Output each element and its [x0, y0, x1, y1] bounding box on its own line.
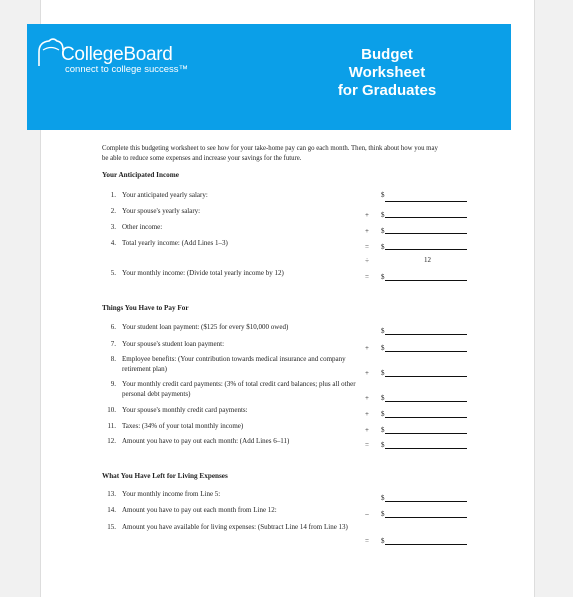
dollar-sign: $ [381, 327, 385, 335]
line-operator: – [365, 510, 369, 518]
brand-tagline: connect to college success™ [65, 64, 189, 75]
line-number: 8. [110, 355, 116, 363]
line-operator: = [365, 441, 369, 449]
section-title-living: What You Have Left for Living Expenses [102, 472, 228, 480]
dollar-sign: $ [381, 410, 385, 418]
section-title-expenses: Things You Have to Pay For [102, 304, 189, 312]
line-operator: = [365, 273, 369, 281]
dollar-sign: $ [381, 369, 385, 377]
amount-field[interactable] [385, 517, 467, 518]
dollar-sign: $ [381, 227, 385, 235]
line-label: Total yearly income: (Add Lines 1–3) [122, 239, 228, 247]
brand-name: CollegeBoard [61, 44, 173, 65]
amount-field[interactable] [385, 501, 467, 502]
line-number: 2. [110, 207, 116, 215]
line-label: Your monthly credit card payments: (3% of total credit card balances; plus all other personal debt payments) [122, 380, 356, 398]
line-label: Your anticipated yearly salary: [122, 191, 208, 199]
line-number: 1. [110, 191, 116, 199]
line-label: Amount you have to pay out each month: (Add Lines 6–11) [122, 437, 290, 445]
line-label: Your spouse's yearly salary: [122, 207, 201, 215]
line-label: Amount you have to pay out each month from Line 12: [122, 506, 277, 514]
intro-text: Complete this budgeting worksheet to see how for your take-home pay can go each month. Then, think about how you may be able to reduce some expenses and increase your savings for the future. [102, 145, 438, 162]
line-label: Other income: [122, 223, 163, 231]
line-number: 10. [107, 406, 116, 414]
line-number: 15. [107, 523, 116, 531]
amount-field[interactable] [385, 417, 467, 418]
section-title-income: Your Anticipated Income [102, 171, 179, 179]
line-operator: + [365, 227, 369, 235]
line-operator: = [365, 537, 369, 545]
line-label: Taxes: (34% of your total monthly income) [122, 422, 244, 430]
line-operator: = [365, 243, 369, 251]
amount-field[interactable] [385, 433, 467, 434]
line-number: 14. [107, 506, 116, 514]
line-label: Your student loan payment: ($125 for every $10,000 owed) [122, 323, 289, 331]
title-line-2: for Graduates [337, 82, 437, 99]
line-number: 5. [110, 269, 116, 277]
dollar-sign: $ [381, 441, 385, 449]
line-number: 7. [110, 340, 116, 348]
amount-field[interactable] [385, 201, 467, 202]
line-operator: + [365, 394, 369, 402]
dollar-sign: $ [381, 537, 385, 545]
amount-field[interactable] [385, 351, 467, 352]
line-label: Your monthly income from Line 5: [122, 490, 221, 498]
page-title [327, 46, 447, 100]
amount-field[interactable] [385, 233, 467, 234]
amount-field[interactable] [385, 376, 467, 377]
dollar-sign: $ [381, 191, 385, 199]
line-operator: + [365, 369, 369, 377]
dollar-sign: $ [381, 344, 385, 352]
dollar-sign: $ [381, 394, 385, 402]
line-label: Your spouse's monthly credit card payments: [122, 406, 248, 414]
dollar-sign: $ [381, 211, 385, 219]
line-operator: + [365, 426, 369, 434]
amount-field[interactable] [385, 334, 467, 335]
line-operator: + [365, 410, 369, 418]
amount-field[interactable] [385, 401, 467, 402]
divide-operator: ÷ [365, 257, 369, 265]
amount-field[interactable] [385, 280, 467, 281]
line-number: 13. [107, 490, 116, 498]
line-label: Amount you have available for living expenses: (Subtract Line 14 from Line 13) [122, 523, 348, 531]
amount-field[interactable] [385, 544, 467, 545]
dollar-sign: $ [381, 510, 385, 518]
line-number: 3. [110, 223, 116, 231]
amount-field[interactable] [385, 249, 467, 250]
dollar-sign: $ [381, 243, 385, 251]
dollar-sign: $ [381, 494, 385, 502]
dollar-sign: $ [381, 426, 385, 434]
line-number: 9. [110, 380, 116, 388]
line-label: Your monthly income: (Divide total yearly income by 12) [122, 269, 284, 277]
line-label: Employee benefits: (Your contribution towards medical insurance and company retirement plan) [122, 355, 346, 373]
line-number: 6. [110, 323, 116, 331]
dollar-sign: $ [381, 273, 385, 281]
amount-field[interactable] [385, 217, 467, 218]
line-number: 12. [107, 437, 116, 445]
title-line-1: Budget Worksheet [348, 46, 426, 81]
header-banner [27, 24, 511, 130]
line-label: Your spouse's student loan payment: [122, 340, 225, 348]
line-operator: + [365, 211, 369, 219]
amount-field[interactable] [385, 448, 467, 449]
line-number: 11. [107, 422, 116, 430]
line-number: 4. [110, 239, 116, 247]
divisor-value: 12 [424, 256, 431, 264]
line-operator: + [365, 344, 369, 352]
